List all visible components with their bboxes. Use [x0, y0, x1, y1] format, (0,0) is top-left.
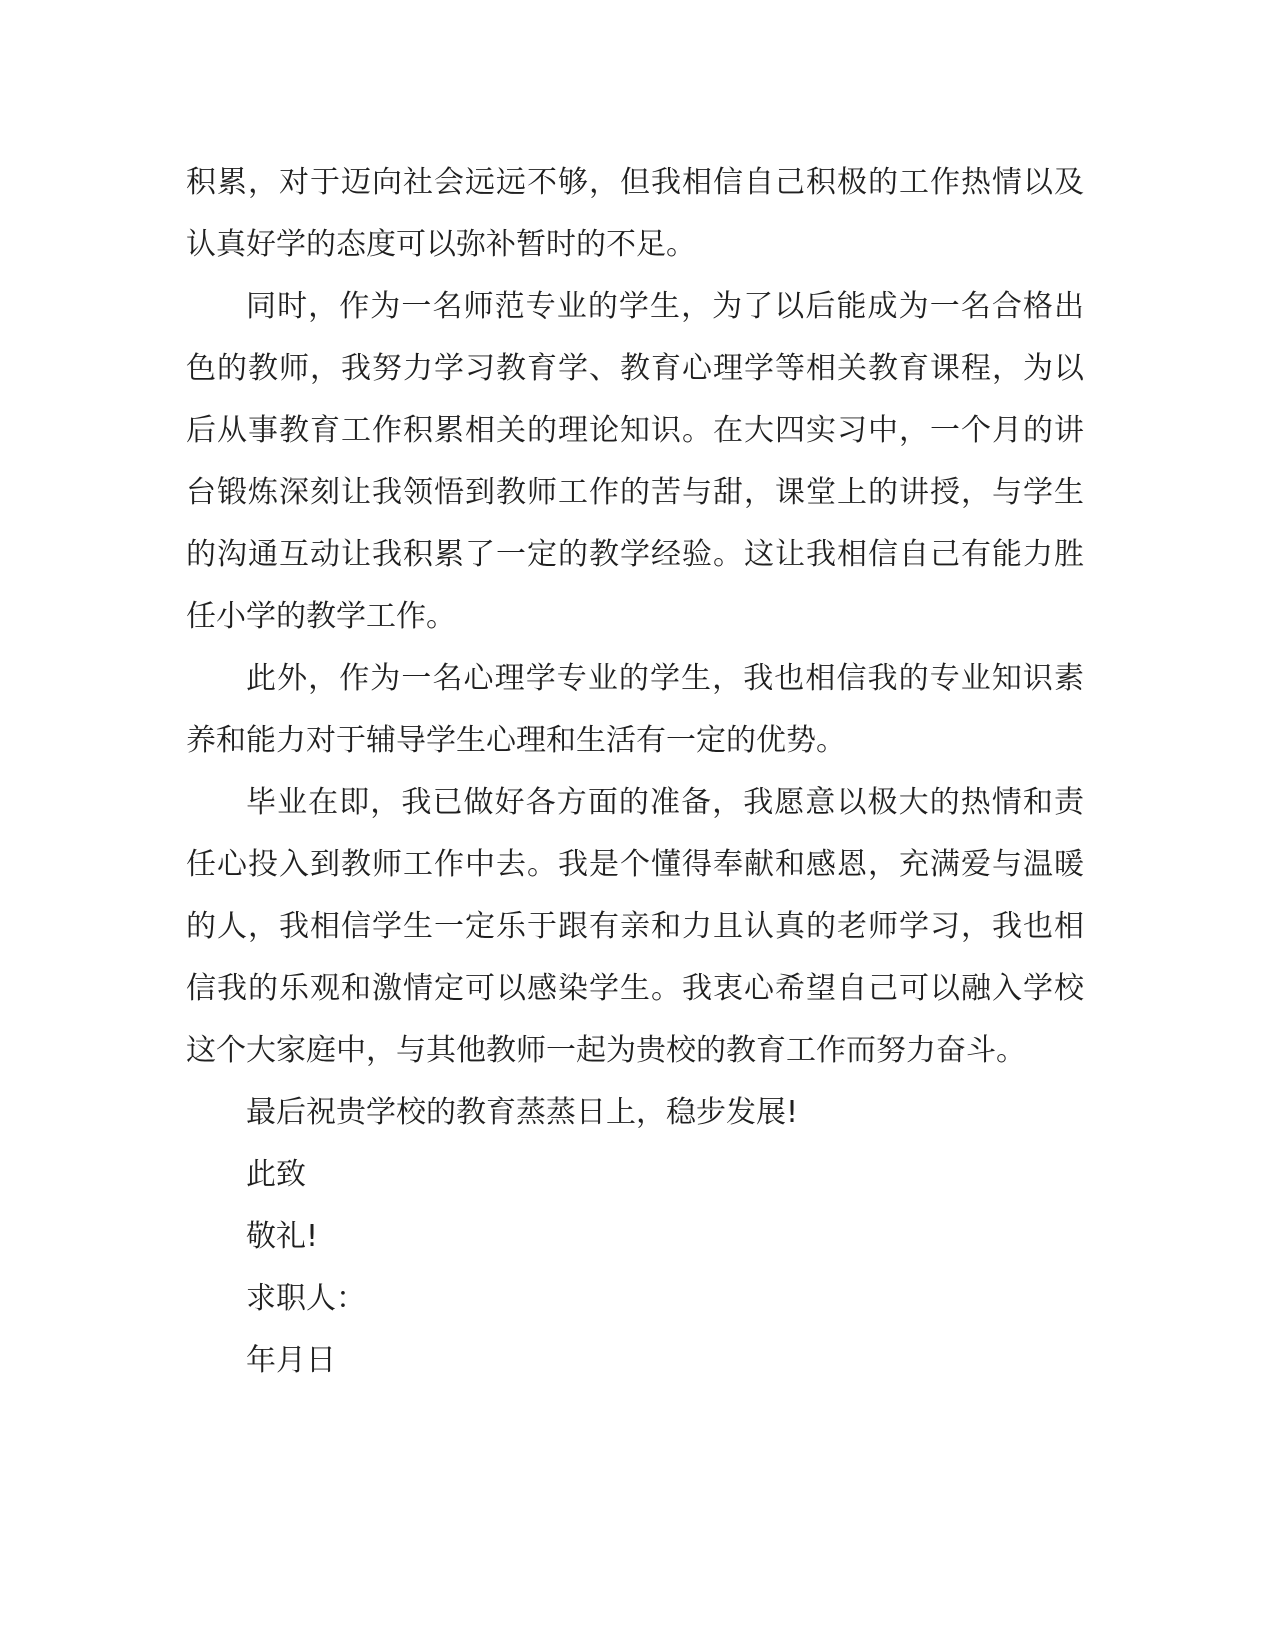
- body-paragraph-commitment: 毕业在即，我已做好各方面的准备，我愿意以极大的热情和责任心投入到教师工作中去。我是个懂得奉献和感恩，充满爱与温暖的人，我相信学生一定乐于跟有亲和力且认真的老师学习，我也相信我的乐观和激情定可以感染学生。我衷心希望自己可以融入学校这个大家庭中，与其他教师一起为贵校的教育工作而努力奋斗。: [186, 785, 1084, 1068]
- closing-salute: 敬礼!: [246, 1219, 319, 1254]
- body-paragraph-psychology-major: 此外，作为一名心理学专业的学生，我也相信我的专业知识素养和能力对于辅导学生心理和生活有一定的优势。: [186, 661, 1084, 758]
- body-paragraph-wishes: 最后祝贵学校的教育蒸蒸日上，稳步发展!: [246, 1095, 799, 1130]
- body-paragraph-continuation: 积累，对于迈向社会远远不够，但我相信自己积极的工作热情以及认真好学的态度可以弥补暂时的不足。: [186, 165, 1084, 262]
- signature-applicant-line: 求职人：: [246, 1281, 366, 1316]
- closing-cizhi: 此致: [246, 1157, 306, 1192]
- signature-date-line: 年月日: [246, 1343, 336, 1378]
- letter-body: [186, 152, 1084, 1392]
- body-paragraph-teaching-major: 同时，作为一名师范专业的学生，为了以后能成为一名合格出色的教师，我努力学习教育学、教育心理学等相关教育课程，为以后从事教育工作积累相关的理论知识。在大四实习中，一个月的讲台锻炼深刻让我领悟到教师工作的苦与甜，课堂上的讲授，与学生的沟通互动让我积累了一定的教学经验。这让我相信自己有能力胜任小学的教学工作。: [186, 289, 1084, 634]
